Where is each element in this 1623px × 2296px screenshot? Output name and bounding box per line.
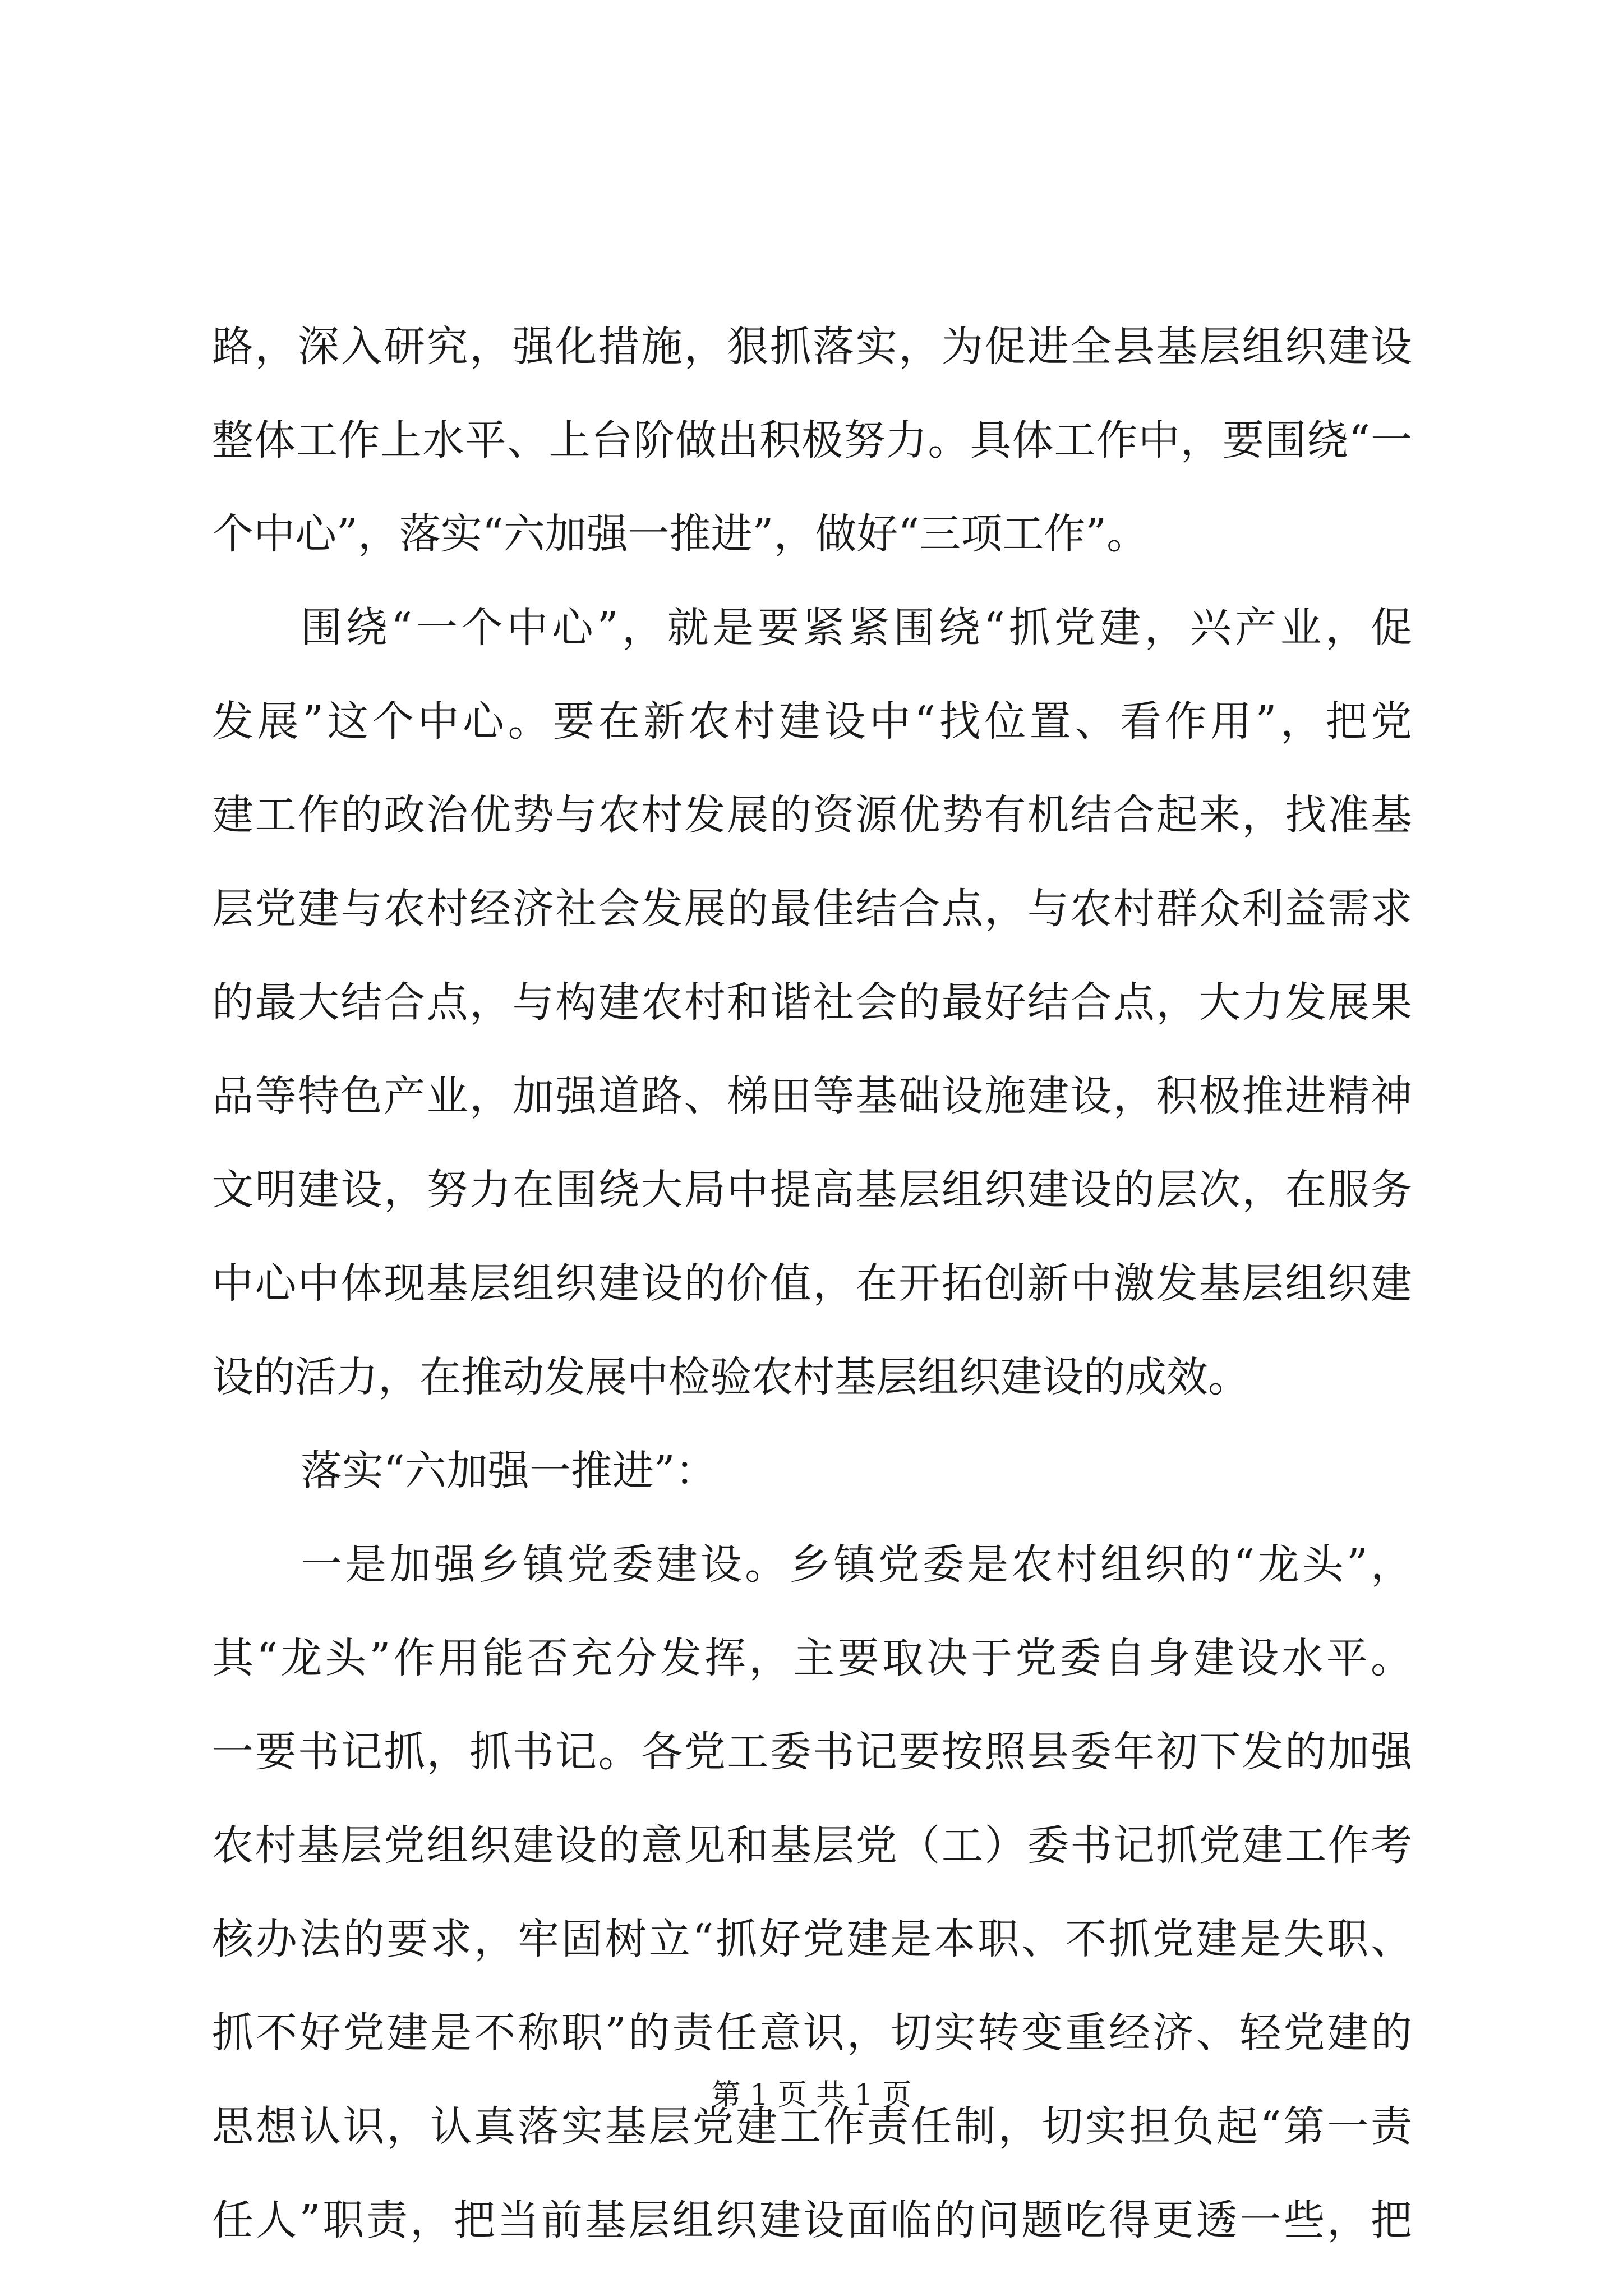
text-line: 落实“六加强一推进”： — [301, 1447, 717, 1495]
text-line: 的最大结合点，与构建农村和谐社会的最好结合点，大力发展果 — [212, 978, 1412, 1027]
text-line: 整体工作上水平、上台阶做出积极努力。具体工作中，要围绕“一 — [212, 416, 1412, 464]
text-line: 其“龙头”作用能否充分发挥，主要取决于党委自身建设水平。 — [212, 1634, 1412, 1682]
text-line: 思想认识，认真落实基层党建工作责任制，切实担负起“第一责 — [212, 2102, 1412, 2151]
document-body — [212, 300, 1412, 2267]
text-line: 中心中体现基层组织建设的价值，在开拓创新中激发基层组织建 — [212, 1259, 1412, 1308]
page-number-footer: 第 1 页 共 1 页 — [711, 2078, 912, 2112]
text-line: 农村基层党组织建设的意见和基层党（工）委书记抓党建工作考 — [212, 1821, 1412, 1870]
text-line: 建工作的政治优势与农村发展的资源优势有机结合起来，找准基 — [212, 791, 1412, 839]
text-line: 一是加强乡镇党委建设。乡镇党委是农村组织的“龙头”， — [301, 1540, 1412, 1589]
text-line: 设的活力，在推动发展中检验农村基层组织建设的成效。 — [212, 1353, 1249, 1401]
text-line: 文明建设，努力在围绕大局中提高基层组织建设的层次，在服务 — [212, 1166, 1412, 1214]
text-line: 发展”这个中心。要在新农村建设中“找位置、看作用”，把党 — [212, 697, 1412, 746]
text-line: 核办法的要求，牢固树立“抓好党建是本职、不抓党建是失职、 — [212, 1915, 1412, 1963]
text-line: 品等特色产业，加强道路、梯田等基础设施建设，积极推进精神 — [212, 1072, 1412, 1120]
text-line: 路，深入研究，强化措施，狠抓落实，为促进全县基层组织建设 — [212, 323, 1412, 371]
text-line: 一要书记抓，抓书记。各党工委书记要按照县委年初下发的加强 — [212, 1728, 1412, 1776]
text-line: 个中心”，落实“六加强一推进”，做好“三项工作”。 — [212, 510, 1149, 558]
text-line: 抓不好党建是不称职”的责任意识，切实转变重经济、轻党建的 — [212, 2009, 1412, 2057]
text-line: 围绕“一个中心”，就是要紧紧围绕“抓党建，兴产业，促 — [301, 604, 1412, 652]
text-line: 任人”职责，把当前基层组织建设面临的问题吃得更透一些，把 — [212, 2196, 1412, 2244]
text-line: 层党建与农村经济社会发展的最佳结合点，与农村群众利益需求 — [212, 885, 1412, 933]
